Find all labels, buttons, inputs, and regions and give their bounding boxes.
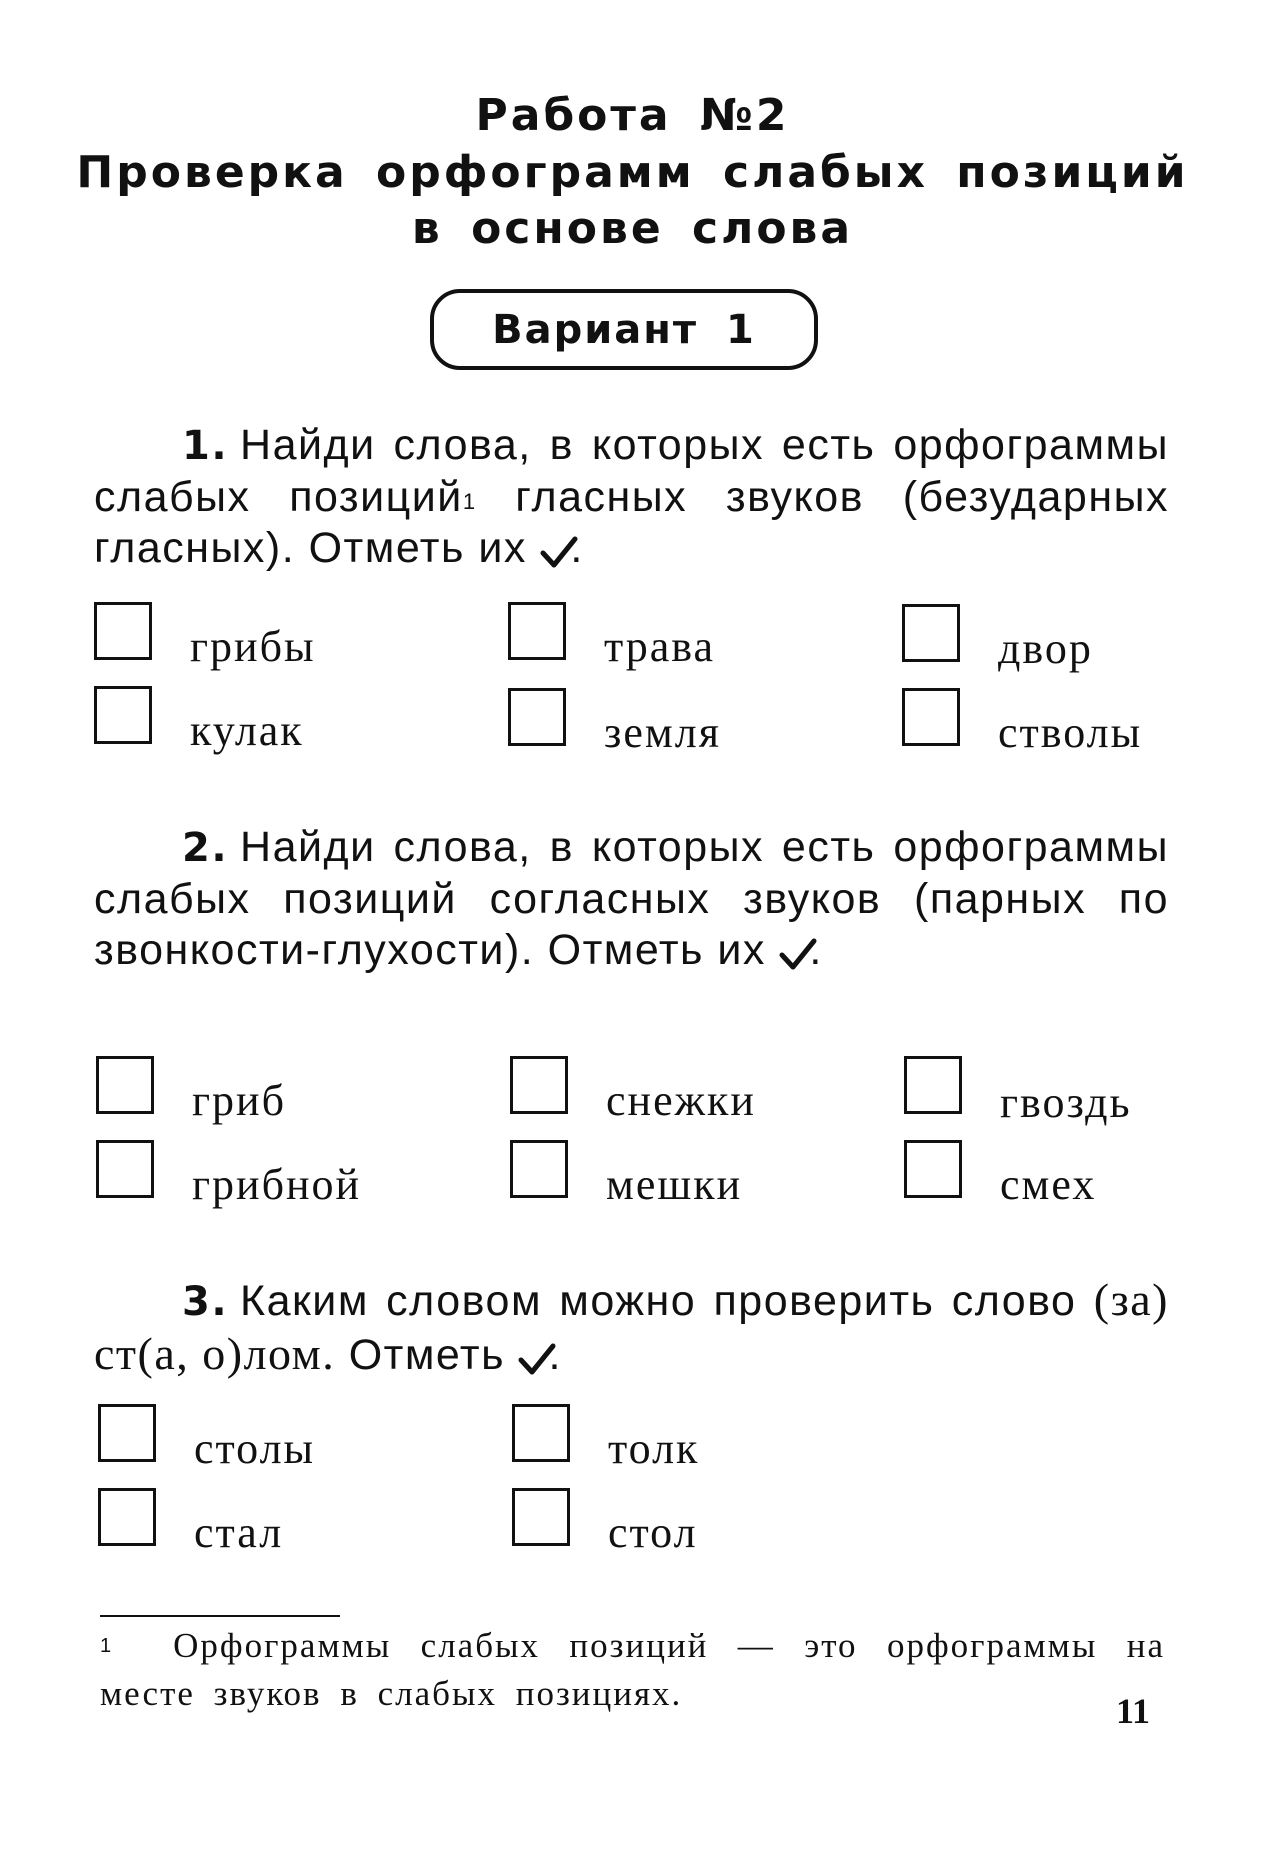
checkbox[interactable] <box>96 1056 154 1114</box>
task-1 <box>94 420 1169 574</box>
option-label: трава <box>604 622 716 671</box>
task-1-number: 1. <box>182 423 229 469</box>
checkbox[interactable] <box>94 602 152 660</box>
checkbox[interactable] <box>902 604 960 662</box>
option-label: гвоздь <box>1000 1078 1132 1127</box>
task-3-number: 3. <box>182 1279 229 1325</box>
checkbox[interactable] <box>512 1488 570 1546</box>
option-label: двор <box>998 624 1093 673</box>
footnote-text: Орфограммы слабых позиций — это орфограммы на месте звуков в слабых позициях. <box>100 1626 1165 1713</box>
page-number: 11 <box>1116 1691 1151 1731</box>
checkbox[interactable] <box>98 1488 156 1546</box>
option-label: грибной <box>192 1160 362 1209</box>
task-3-text-b: Отметь <box>348 1331 506 1379</box>
option-label: столы <box>194 1424 316 1473</box>
option-label: толк <box>608 1424 700 1473</box>
footnote-ref: 1 <box>462 489 477 514</box>
checkmark-icon <box>540 536 570 566</box>
task-2-text-end: . <box>809 926 823 974</box>
option-label: мешки <box>606 1160 743 1209</box>
option-label: грибы <box>190 622 316 671</box>
checkmark-icon <box>518 1343 548 1373</box>
checkbox[interactable] <box>510 1056 568 1114</box>
footnote <box>100 1622 1165 1718</box>
checkbox[interactable] <box>512 1404 570 1462</box>
checkbox[interactable] <box>508 688 566 746</box>
option-label: стал <box>194 1508 284 1557</box>
footnote-mark: 1 <box>100 1635 114 1657</box>
option-label: земля <box>604 708 721 757</box>
task-3 <box>94 1274 1169 1381</box>
task-2 <box>94 822 1169 976</box>
checkbox[interactable] <box>904 1140 962 1198</box>
option-label: смех <box>1000 1160 1097 1209</box>
task-3-text-end: . <box>548 1331 562 1379</box>
task-1-text-a: Найди слова, в которых есть орфограммы слабых позиций <box>94 421 1169 521</box>
task-2-number: 2. <box>182 825 229 871</box>
task-3-word: (за) ст(а, о)лом. <box>94 1274 1169 1379</box>
checkmark-icon <box>779 938 809 968</box>
checkbox[interactable] <box>902 688 960 746</box>
checkbox[interactable] <box>510 1140 568 1198</box>
task-1-text-b: гласных звуков (безударных гласных). Отметь их <box>94 473 1170 572</box>
work-title: Работа №2 <box>475 90 790 141</box>
checkbox[interactable] <box>904 1056 962 1114</box>
work-subtitle-line-2: в основе слова <box>411 203 854 254</box>
checkbox[interactable] <box>508 602 566 660</box>
variant-label: Вариант 1 <box>430 289 818 370</box>
option-label: снежки <box>606 1076 756 1125</box>
option-label: стол <box>608 1508 698 1557</box>
footnote-divider <box>100 1615 340 1617</box>
checkbox[interactable] <box>98 1404 156 1462</box>
task-2-text: Найди слова, в которых есть орфограммы слабых позиций согласных звуков (парных по звонкости-глухости). Отметь их <box>94 823 1169 974</box>
task-1-text-end: . <box>570 524 584 572</box>
option-label: кулак <box>190 706 304 755</box>
checkbox[interactable] <box>96 1140 154 1198</box>
option-label: гриб <box>192 1076 286 1125</box>
task-3-text-a: Каким словом можно проверить слово <box>240 1277 1077 1325</box>
checkbox[interactable] <box>94 686 152 744</box>
work-subtitle-line-1: Проверка орфограмм слабых позиций <box>76 147 1189 198</box>
option-label: стволы <box>998 708 1143 757</box>
